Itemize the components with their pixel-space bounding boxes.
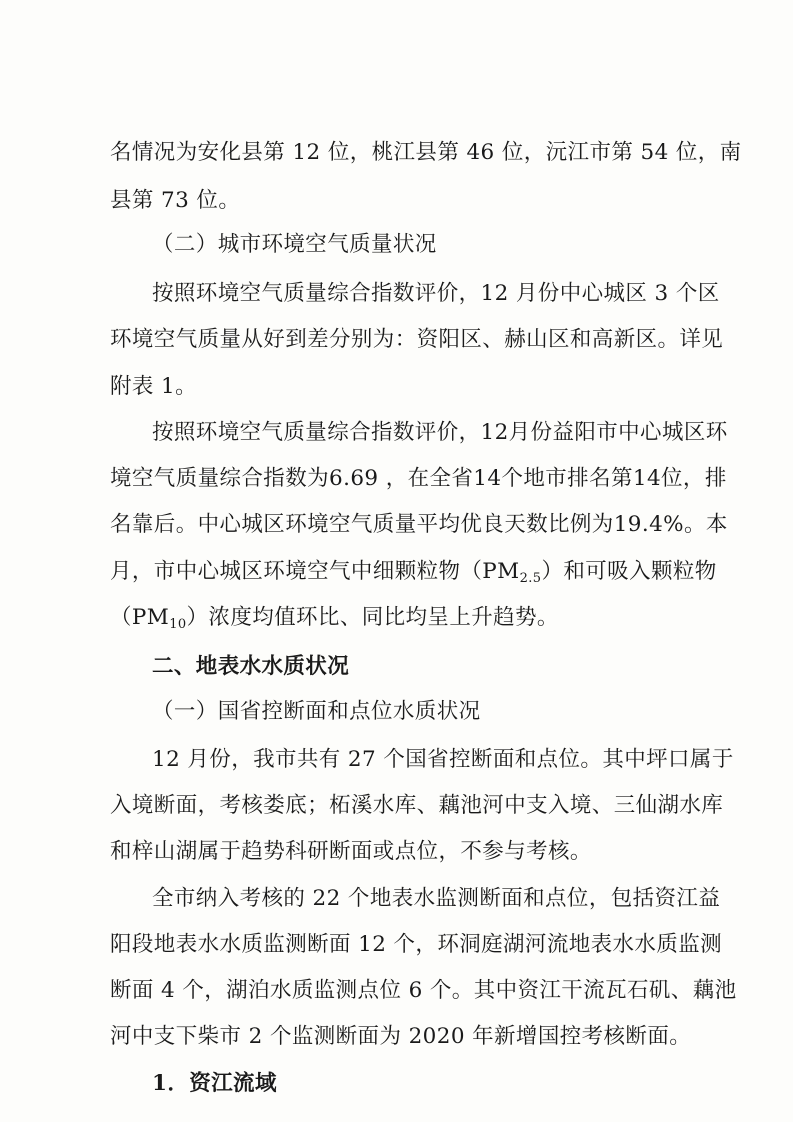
sections-paragraph-2-line-3: 断面 4 个，湖泊水质监测点位 6 个。其中资江干流瓦石矶、藕池: [110, 978, 737, 1003]
heading-monitoring-sections: （一）国省控断面和点位水质状况: [152, 699, 481, 724]
pm10-text-a: （PM: [110, 605, 170, 630]
pm10-text-b: ）浓度均值环比、同比均呈上升趋势。: [186, 605, 559, 630]
air-paragraph-2-line-2: 境空气质量综合指数为6.69 ，在全省14个地市排名第14位，排: [110, 466, 727, 491]
air-paragraph-1-line-1: 按照环境空气质量综合指数评价，12 月份中心城区 3 个区: [152, 281, 720, 306]
air-paragraph-2-line-4: [110, 557, 717, 587]
air-paragraph-1-line-2: 环境空气质量从好到差分别为：资阳区、赫山区和高新区。详见: [110, 327, 724, 352]
heading-zijiang-basin: 1．资江流域: [152, 1071, 277, 1096]
heading-city-air-quality: （二）城市环境空气质量状况: [152, 232, 437, 257]
sections-paragraph-1-line-1: 12 月份，我市共有 27 个国省控断面和点位。其中坪口属于: [152, 747, 734, 772]
pm25-subscript: 2.5: [519, 571, 542, 586]
ranking-continuation-line-1: 名情况为安化县第 12 位，桃江县第 46 位，沅江市第 54 位，南: [110, 140, 742, 165]
sections-paragraph-1-line-3: 和梓山湖属于趋势科研断面或点位，不参与考核。: [110, 839, 592, 864]
ranking-continuation-line-2: 县第 73 位。: [110, 188, 241, 213]
pm25-text-a: 月，市中心城区环境空气中细颗粒物（PM: [110, 559, 520, 584]
sections-paragraph-2-line-4: 河中支下柴市 2 个监测断面为 2020 年新增国控考核断面。: [110, 1024, 692, 1049]
air-paragraph-2-line-5: [110, 603, 559, 633]
pm10-subscript: 10: [169, 617, 187, 632]
air-paragraph-2-line-3: 名靠后。中心城区环境空气质量平均优良天数比例为19.4%。本: [110, 512, 728, 537]
sections-paragraph-2-line-2: 阳段地表水水质监测断面 12 个，环洞庭湖河流地表水水质监测: [110, 932, 723, 957]
sections-paragraph-1-line-2: 入境断面，考核娄底；柘溪水库、藕池河中支入境、三仙湖水库: [110, 793, 724, 818]
heading-surface-water: 二、地表水水质状况: [152, 654, 350, 679]
air-paragraph-1-line-3: 附表 1。: [110, 374, 198, 399]
sections-paragraph-2-line-1: 全市纳入考核的 22 个地表水监测断面和点位，包括资江益: [152, 886, 721, 911]
pm25-text-b: ）和可吸入颗粒物: [541, 559, 717, 584]
air-paragraph-2-line-1: 按照环境空气质量综合指数评价，12月份益阳市中心城区环: [152, 420, 728, 445]
